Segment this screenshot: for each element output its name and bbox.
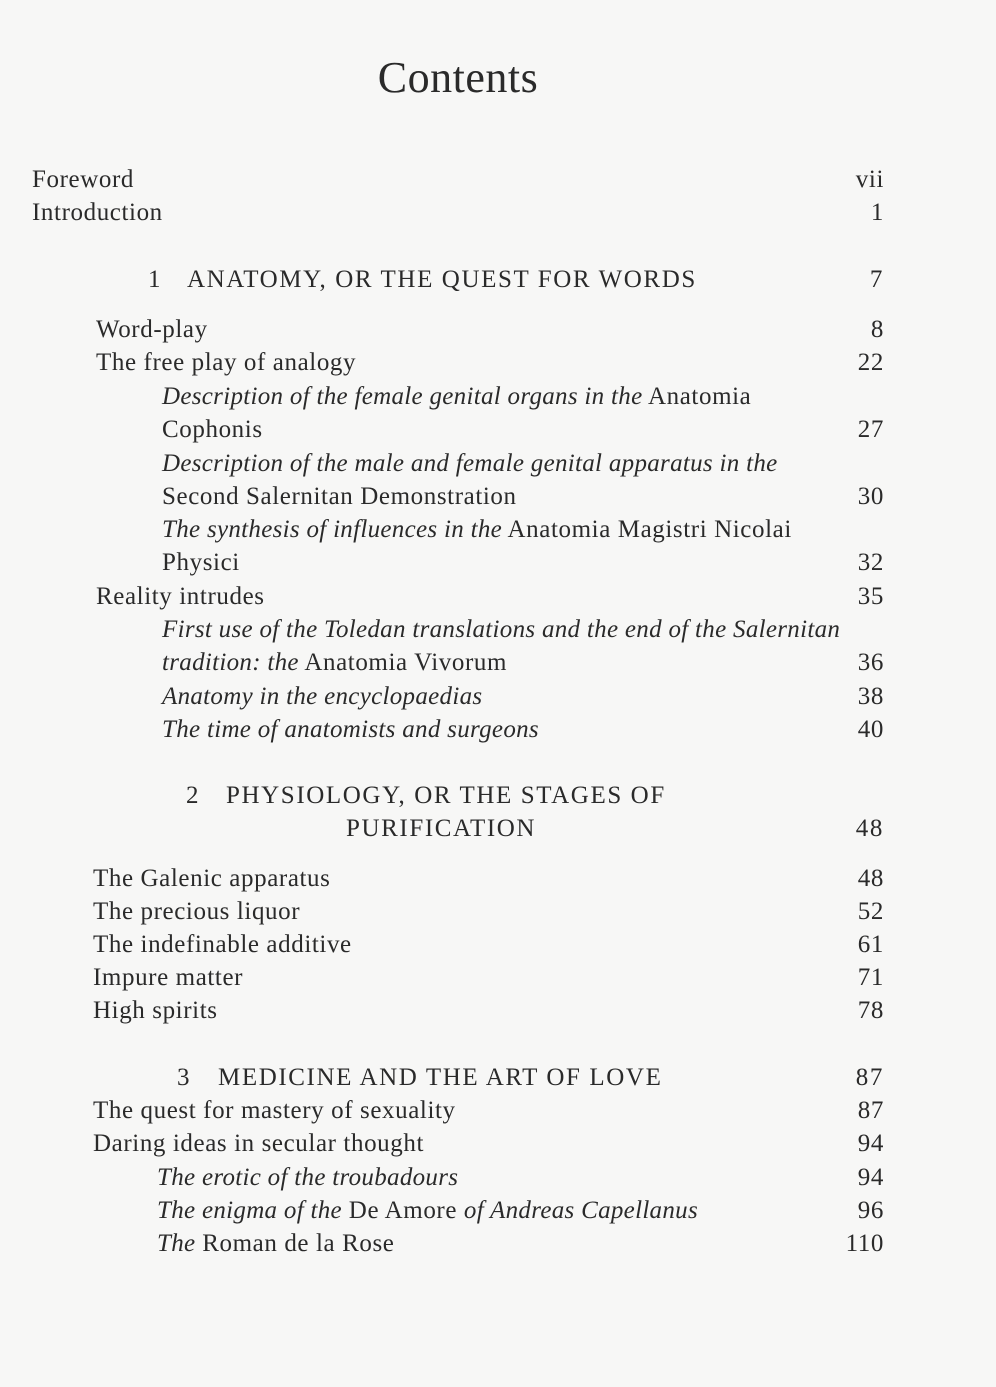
entry-italic: First use of the Toledan translations and the end of the Salernitan: [162, 616, 841, 643]
entry-page: 61: [857, 931, 884, 958]
chapter-heading-3[interactable]: [0, 1064, 996, 1097]
toc-subentry-line[interactable]: [0, 383, 996, 416]
chapter-heading-2-cont[interactable]: [0, 815, 996, 848]
entry-italic: of Andreas Capellanus: [463, 1197, 698, 1224]
entry-text: The free play of analogy: [96, 349, 357, 376]
entry-text: Second Salernitan Demonstration: [162, 483, 517, 510]
toc-entry[interactable]: [0, 964, 996, 997]
chapter-title: MEDICINE AND THE ART OF LOVE: [218, 1064, 663, 1091]
toc-entry-foreword[interactable]: [0, 166, 996, 199]
entry-italic: Description of the female genital organs in the: [162, 383, 643, 410]
entry-page: 52: [857, 898, 884, 925]
chapter-number: 2: [186, 782, 201, 809]
toc-entry[interactable]: [0, 997, 996, 1030]
toc-subentry-line[interactable]: [0, 450, 996, 483]
toc-entry[interactable]: [0, 349, 996, 382]
entry-italic: tradition: the: [162, 649, 299, 676]
entry-page: 1: [870, 199, 884, 226]
chapter-title: PHYSIOLOGY, OR THE STAGES OF: [226, 782, 666, 809]
entry-roman: Anatomia: [647, 383, 752, 410]
entry-text: The precious liquor: [93, 898, 301, 925]
entry-text: Cophonis: [162, 416, 263, 443]
entry-page: 32: [857, 549, 884, 576]
entry-page: vii: [855, 166, 884, 193]
entry-text: Impure matter: [93, 964, 244, 991]
entry-page: 96: [857, 1197, 884, 1224]
entry-italic: The synthesis of influences in the: [162, 516, 503, 543]
toc-subentry[interactable]: [0, 1164, 996, 1197]
entry-roman: De Amore: [348, 1197, 458, 1224]
entry-text: The indefinable additive: [93, 931, 352, 958]
toc-entry[interactable]: [0, 583, 996, 616]
entry-italic: The enigma of the: [157, 1197, 342, 1224]
entry-roman: Roman de la Rose: [202, 1230, 395, 1257]
entry-page: 35: [857, 583, 884, 610]
toc-entry[interactable]: [0, 865, 996, 898]
entry-page: 94: [857, 1130, 884, 1157]
entry-text: Foreword: [32, 166, 135, 193]
entry-italic: Description of the male and female genital apparatus in the: [162, 450, 778, 477]
toc-subentry[interactable]: [0, 716, 996, 749]
entry-page: 8: [870, 316, 884, 343]
chapter-heading-2[interactable]: [0, 782, 996, 815]
entry-italic: The: [157, 1230, 196, 1257]
chapter-heading-1[interactable]: [0, 266, 996, 299]
toc-subentry-line[interactable]: [0, 416, 996, 449]
entry-text: Reality intrudes: [96, 583, 265, 610]
entry-text: Word-play: [96, 316, 208, 343]
toc-subentry[interactable]: [0, 1197, 996, 1230]
toc-subentry-line[interactable]: [0, 483, 996, 516]
entry-page: 7: [869, 266, 884, 293]
toc-entry[interactable]: [0, 931, 996, 964]
entry-page: 48: [857, 865, 884, 892]
entry-page: 94: [857, 1164, 884, 1191]
entry-page: 78: [857, 997, 884, 1024]
toc-subentry-line[interactable]: [0, 616, 996, 649]
entry-text: The Galenic apparatus: [93, 865, 331, 892]
entry-text: The quest for mastery of sexuality: [93, 1097, 456, 1124]
entry-page: 40: [857, 716, 884, 743]
toc-subentry[interactable]: [0, 683, 996, 716]
toc-entry[interactable]: [0, 1097, 996, 1130]
entry-page: 22: [857, 349, 884, 376]
entry-italic: The time of anatomists and surgeons: [162, 716, 539, 743]
page-title: Contents: [377, 53, 539, 102]
entry-roman: Anatomia Magistri Nicolai: [507, 516, 792, 543]
chapter-number: 1: [148, 266, 163, 293]
entry-page: 48: [855, 815, 884, 842]
entry-italic: The erotic of the troubadours: [157, 1164, 459, 1191]
entry-page: 87: [857, 1097, 884, 1124]
toc-subentry-line[interactable]: [0, 649, 996, 682]
toc-subentry[interactable]: [0, 1230, 996, 1263]
toc-entry[interactable]: [0, 898, 996, 931]
entry-text: Physici: [162, 549, 240, 576]
entry-page: 36: [857, 649, 884, 676]
chapter-number: 3: [177, 1064, 192, 1091]
entry-text: High spirits: [93, 997, 218, 1024]
entry-page: 71: [857, 964, 884, 991]
entry-page: 30: [857, 483, 884, 510]
entry-page: 87: [855, 1064, 884, 1091]
entry-page: 38: [857, 683, 884, 710]
entry-roman: Anatomia Vivorum: [304, 649, 508, 676]
toc-entry[interactable]: [0, 1130, 996, 1163]
toc-subentry-line[interactable]: [0, 549, 996, 582]
entry-text: Introduction: [32, 199, 163, 226]
chapter-title: PURIFICATION: [346, 815, 537, 842]
entry-page: 27: [857, 416, 884, 443]
entry-italic: Anatomy in the encyclopaedias: [162, 683, 483, 710]
toc-subentry-line[interactable]: [0, 516, 996, 549]
entry-text: Daring ideas in secular thought: [93, 1130, 425, 1157]
toc-entry-introduction[interactable]: [0, 199, 996, 232]
toc-entry[interactable]: [0, 316, 996, 349]
chapter-title: ANATOMY, OR THE QUEST FOR WORDS: [187, 266, 697, 293]
entry-page: 110: [845, 1230, 884, 1257]
